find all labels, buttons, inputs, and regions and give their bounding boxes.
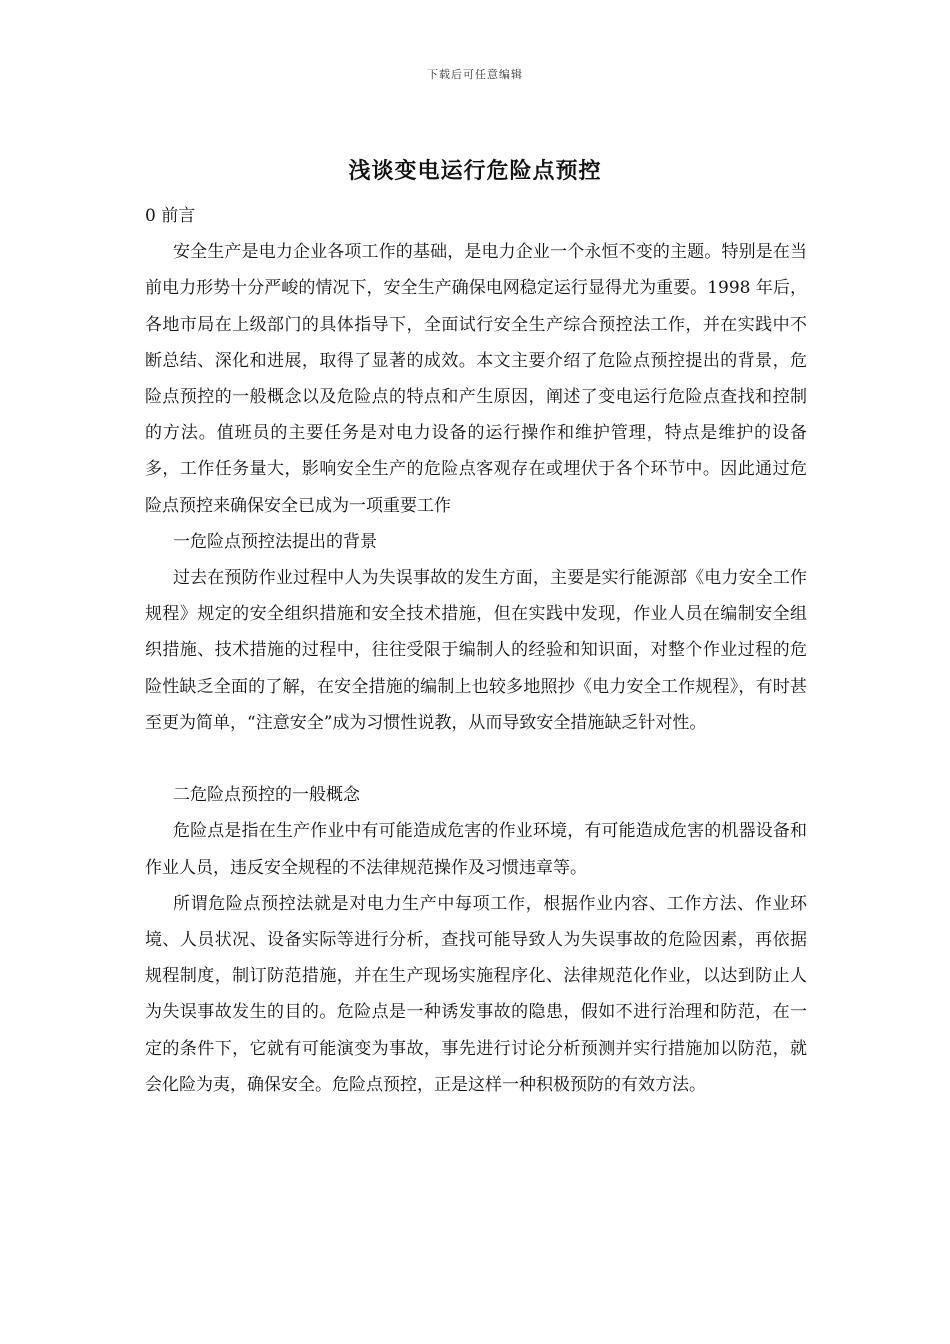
paragraph-gap: [145, 741, 807, 777]
paragraph-section-2-b: 所谓危险点预控法就是对电力生产中每项工作，根据作业内容、工作方法、作业环境、人员状况、设备实际等进行分析，查找可能导致人为失误事故的危险因素，再依据规程制度，制订防范措施，并在生产现场实施程序化、法律规范化作业，以达到防止人为失误事故发生的目的。危险点是一种诱发事故的隐患，假如不进行治理和防范，在一定的条件下，它就有可能演变为事故，事先进行讨论分析预测并实行措施加以防范，就会化险为夷，确保安全。危险点预控，正是这样一种积极预防的有效方法。: [145, 893, 807, 1095]
section-heading-intro: 0 前言: [145, 206, 196, 226]
section-heading-2: 二危险点预控的一般概念: [173, 785, 360, 806]
paragraph-section-2-a: 危险点是指在生产作业中有可能造成危害的作业环境，有可能造成危害的机器设备和作业人员，违反安全规程的不法律规范操作及习惯违章等。: [145, 821, 807, 878]
paragraph-section-1: 过去在预防作业过程中人为失误事故的发生方面，主要是实行能源部《电力安全工作规程》规定的安全组织措施和安全技术措施，但在实践中发现，作业人员在编制安全组织措施、技术措施的过程中，往往受限于编制人的经验和知识面，对整个作业过程的危险性缺乏全面的了解，在安全措施的编制上也较多地照抄《电力安全工作规程》，有时甚至更为简单，“注意安全”成为习惯性说教，从而导致安全措施缺乏针对性。: [145, 568, 807, 733]
document-title: 浅谈变电运行危险点预控: [348, 158, 602, 184]
header-note: 下载后可任意编辑: [427, 68, 523, 81]
section-heading-1: 一危险点预控法提出的背景: [173, 531, 377, 552]
document-body: [145, 198, 807, 1103]
paragraph-intro: 安全生产是电力企业各项工作的基础，是电力企业一个永恒不变的主题。特别是在当前电力形势十分严峻的情况下，安全生产确保电网稳定运行显得尤为重要。1998 年后，各地市局在上级部门的具体指导下，全面试行安全生产综合预控法工作，并在实践中不断总结、深化和进展，取得了显著的成效。本文主要介绍了危险点预控提出的背景，危险点预控的一般概念以及危险点的特点和产生原因，阐述了变电运行危险点查找和控制的方法。值班员的主要任务是对电力设备的运行操作和维护管理，特点是维护的设备多，工作任务量大，影响安全生产的危险点客观存在或埋伏于各个环节中。因此通过危险点预控来确保安全已成为一项重要工作: [145, 242, 807, 516]
